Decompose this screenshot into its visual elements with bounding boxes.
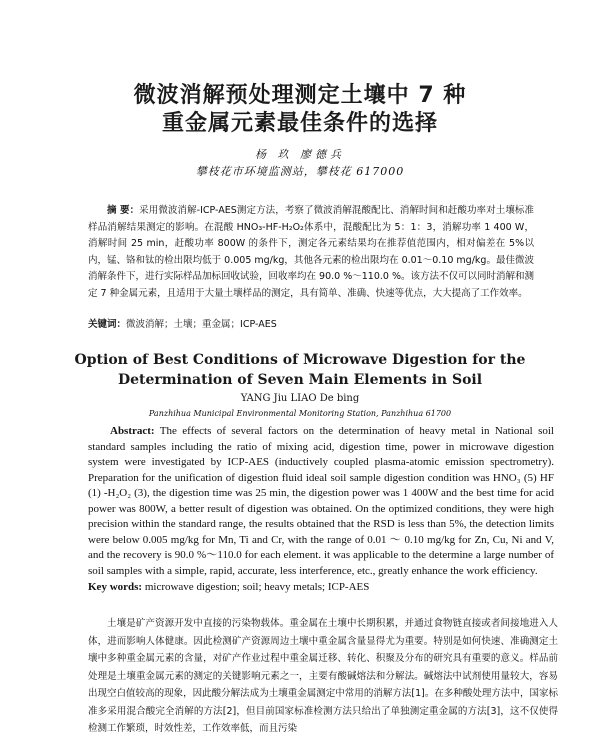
abstract-en xyxy=(88,424,554,579)
title-en-line1: Option of Best Conditions of Microwave Digestion for the xyxy=(74,352,526,368)
authors-en: YANG Jiu LIAO De bing xyxy=(240,393,360,404)
abstract-cn-label: 摘 要： xyxy=(107,205,140,216)
keywords-en-text: microwave digestion; soil; heavy metals; ICP-AES xyxy=(144,581,370,593)
title-cn-line2: 重金属元素最佳条件的选择 xyxy=(161,111,438,136)
keywords-en xyxy=(88,580,554,594)
title-en-line2: Determination of Seven Main Elements in Soil xyxy=(117,372,483,388)
abstract-en-label: Abstract: xyxy=(110,425,155,437)
affiliation-en: Panzhihua Municipal Environmental Monitoring Station, Panzhihua 61700 xyxy=(148,409,452,418)
keywords-cn xyxy=(88,318,534,332)
abstract-en-text: The effects of several factors on the determination of heavy metal in National soil standard samples including the ratio of mixing acid, digestion time, power in microwave digestion system were investigated by ICP-AES (inductively coupled plasma-atomic emission spectrometry). Preparation for the unification of digestion fluid ideal soil sample digestion condition was HNO₃ (5) HF (1) -H₂O₂ (3), the digestion time was 25 min, the digestion power was 1 400W and the best time for acid power was 800W, a better result of digestion was obtained. On the optimized conditions, they were high precision within the standard range, the results obtained that the RSD is less than 5%, the detection limits were below 0.005 mg/kg for Mn, Ti and Cr, with the range of 0.01 ～ 0.10 mg/kg for Zn, Cu, Ni and V, and the recovery is 90.0 %～110.0 for each element. it was applicable to the determine a large number of soil samples with a simple, rapid, accurate, less interference, etc., greatly enhance the work efficiency. xyxy=(88,425,554,577)
affiliation-cn: 攀枝花市环境监测站，攀枝花 617000 xyxy=(195,165,405,178)
keywords-cn-label: 关键词： xyxy=(88,319,127,330)
title-cn-line1: 微波消解预处理测定土壤中 7 种 xyxy=(133,83,467,108)
abstract-cn xyxy=(88,203,534,302)
abstract-cn-text: 采用微波消解-ICP-AES测定方法，考察了微波消解混酸配比、消解时间和赶酸功率对土壤标准样品消解结果测定的影响。在混酸 HNO₃-HF-H₂O₂体系中，混酸配比为 5：1：3，消解功率 1 400 W，消解时间 25 min，赶酸功率 800W 的条件下，测定各元素结果均在推荐值范围内，相对偏差在 5%以内，锰、铬和钛的检出限均低于 0.005 mg/kg，其他各元素的检出限均在 0.01～0.10 mg/kg。最佳微波消解条件下，进行实际样品加标回收试验，回收率均在 90.0 %～110.0 %。该方法不仅可以同时消解和测定 7 种金属元素，且适用于大量土壤样品的测定，具有简单、准确、快速等优点，大大提高了工作效率。 xyxy=(88,205,534,299)
authors-cn: 杨 玖 廖德兵 xyxy=(255,148,345,161)
keywords-en-label: Key words: xyxy=(88,581,143,593)
keywords-cn-text: 微波消解；土壤；重金属；ICP-AES xyxy=(126,319,277,330)
body-text-cn: 土壤是矿产资源开发中直接的污染物载体。重金属在土壤中长期积累，并通过食物链直接或者间接地进入人体，进而影响人体健康。因此检测矿产资源周边土壤中重金属含量显得尤为重要。特别是如何快速、准确测定土壤中多种重金属元素的含量，对矿产作业过程中重金属迁移、转化、积聚及分布的研究具有重要的意义。样品前处理是土壤重金属元素的测定的关键影响元素之一，主要有酸碱熔法和分解法。碱熔法中试剂使用量较大，容易出现空白值较高的现象，因此酸分解法成为土壤重金属测定中常用的消解方法[1]。在多种酸处理方法中，国家标准多采用混合酸完全消解的方法[2]，但目前国家标准检测方法只给出了单独测定重金属的方法[3]，这不仅使得检测工作繁琐，时效性差，工作效率低，而且污染 xyxy=(88,618,558,734)
